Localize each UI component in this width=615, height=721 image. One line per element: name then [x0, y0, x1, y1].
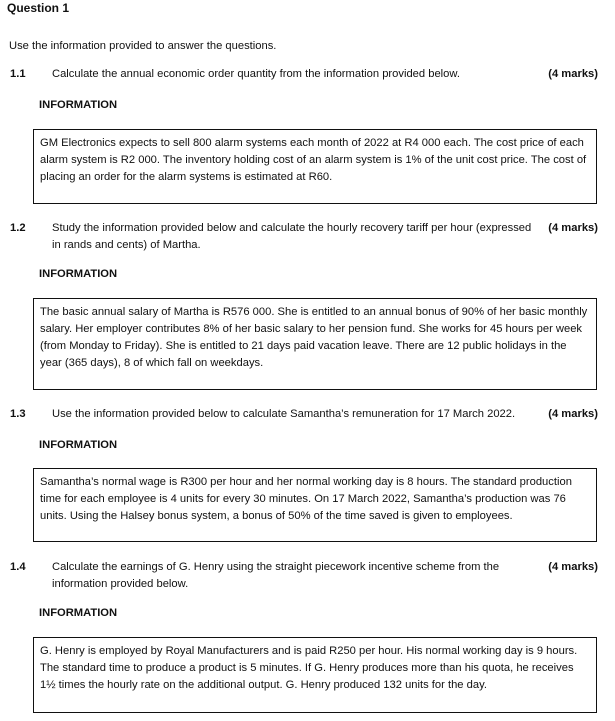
page-title: Question 1	[7, 1, 70, 15]
information-label: INFORMATION	[39, 607, 118, 619]
information-box	[33, 637, 597, 713]
question-marks: (4 marks)	[548, 408, 598, 420]
question-number: 1.1	[10, 68, 26, 80]
information-label: INFORMATION	[39, 99, 118, 111]
information-label: INFORMATION	[39, 268, 118, 280]
question-text: Use the information provided below to calculate Samantha’s remuneration for 17 March 2022.	[52, 408, 516, 420]
information-box	[33, 298, 597, 390]
question-text: Study the information provided below and calculate the hourly recovery tariff per hour (expressed in rands and cents) of Martha.	[52, 222, 532, 251]
information-box	[33, 129, 597, 204]
question-number: 1.3	[10, 408, 26, 420]
question-marks: (4 marks)	[548, 222, 598, 234]
information-label: INFORMATION	[39, 439, 118, 451]
intro-text: Use the information provided to answer the questions.	[9, 40, 277, 52]
information-box	[33, 468, 597, 542]
information-text: G. Henry is employed by Royal Manufacturers and is paid R250 per hour. His normal working day is 9 hours. The standard time to produce a product is 5 minutes. If G. Henry produces more than his quota, he receives 1½ times the hourly rate on the additional output. G. Henry produced 132 units for the day.	[40, 645, 578, 691]
question-text: Calculate the annual economic order quantity from the information provided below.	[52, 68, 460, 80]
question-marks: (4 marks)	[548, 561, 598, 573]
question-text: Calculate the earnings of G. Henry using the straight piecework incentive scheme from the information provided below.	[52, 561, 500, 590]
information-text: Samantha’s normal wage is R300 per hour and her normal working day is 8 hours. The standard production time for each employee is 4 units for every 30 minutes. On 17 March 2022, Samantha’s production was 76 units. Using the Halsey bonus system, a bonus of 50% of the time saved is given to employees.	[40, 476, 572, 522]
question-marks: (4 marks)	[548, 68, 598, 80]
information-text: The basic annual salary of Martha is R576 000. She is entitled to an annual bonus of 90% of her basic monthly salary. Her employer contributes 8% of her basic salary to her pension fund. She works for 45 hours per week (from Monday to Friday). She is entitled to 21 days paid vacation leave. There are 12 public holidays in the year (365 days), 8 of which fall on weekdays.	[40, 306, 588, 369]
question-number: 1.4	[10, 561, 26, 573]
question-number: 1.2	[10, 222, 26, 234]
information-text: GM Electronics expects to sell 800 alarm systems each month of 2022 at R4 000 each. The cost price of each alarm system is R2 000. The inventory holding cost of an alarm system is 1% of the unit cost price. The cost of placing an order for the alarm systems is estimated at R60.	[40, 137, 587, 183]
